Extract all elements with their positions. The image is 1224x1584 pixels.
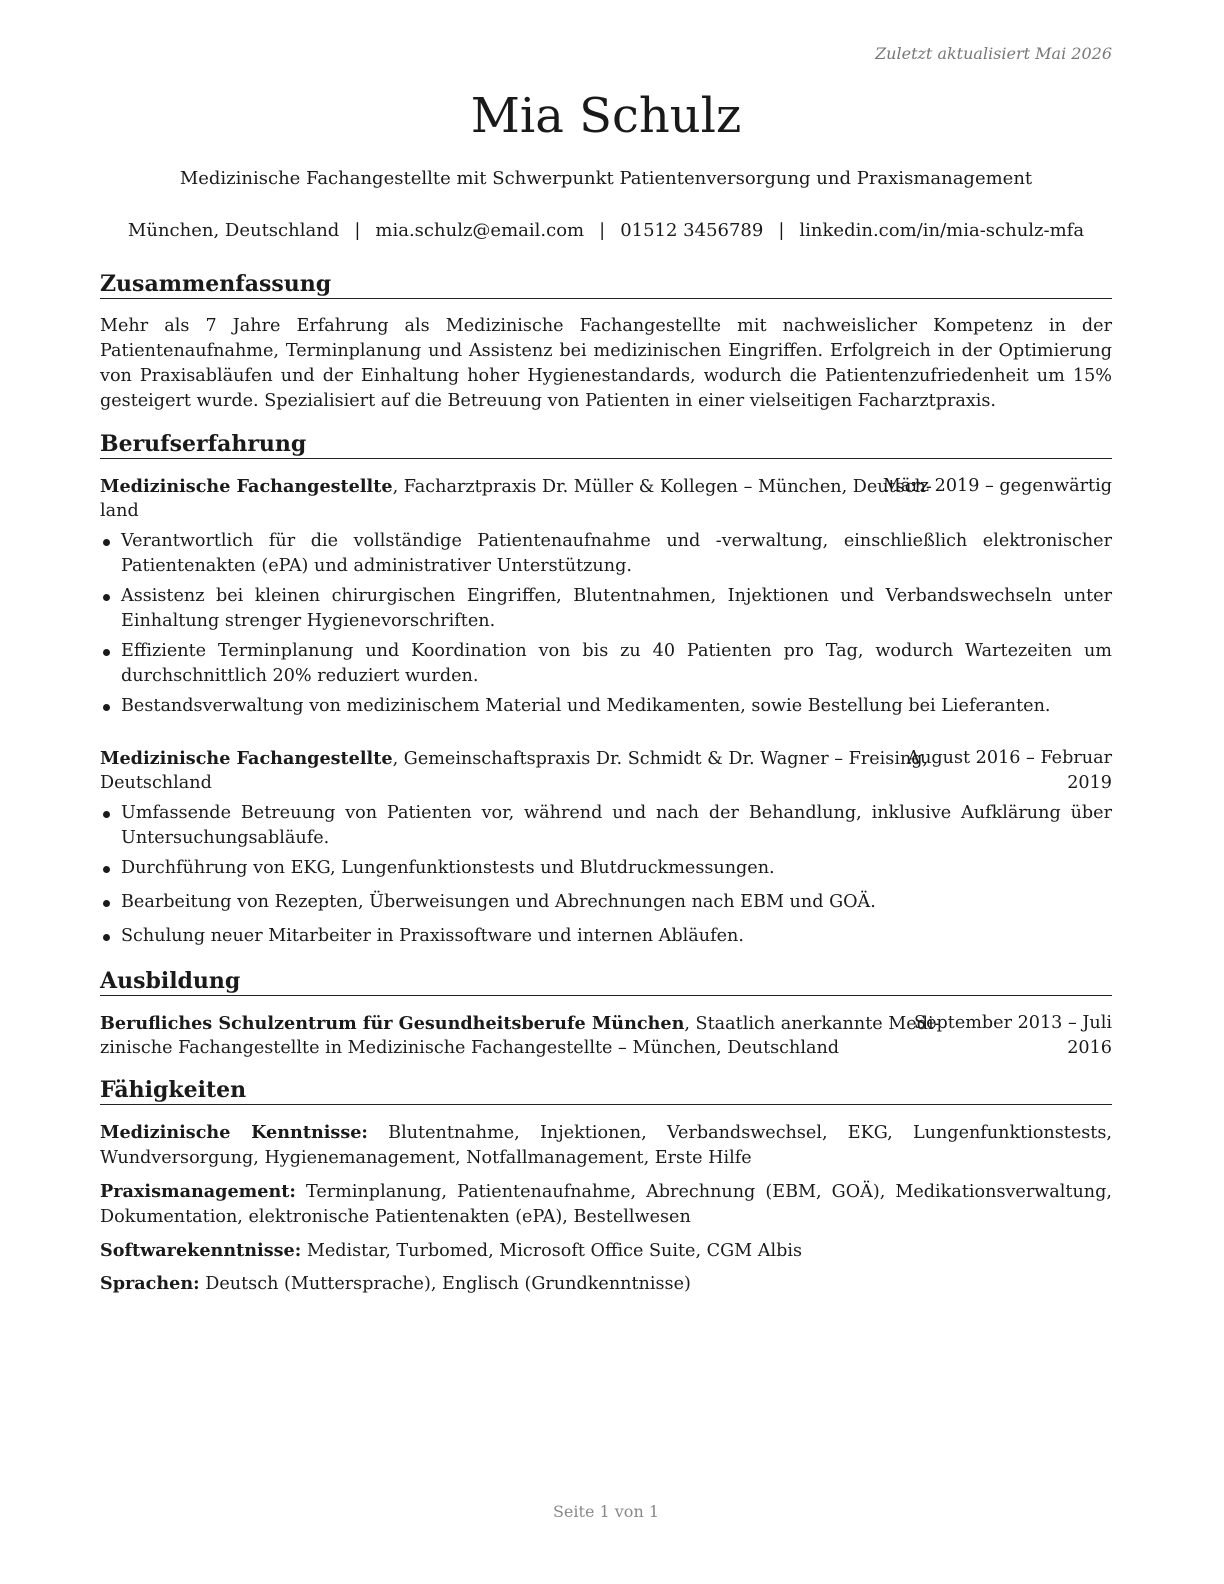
job-header [100,746,1112,796]
job-role: Medizinische Fachangestellte [100,476,393,497]
education-dates-cont: 2016 [1067,1038,1112,1058]
skill-value: Deutsch (Muttersprache), Englisch (Grundkenntnisse) [205,1274,691,1294]
candidate-name: Mia Schulz [470,88,742,144]
skill-value: Terminplanung, Patientenaufnahme, Abrechnung (EBM, GOÄ), Medikationsverwaltung, Dokumentation, elektronische Patientenakten (ePA), Bestellwesen [100,1182,1112,1227]
education-dates: September 2013 – Juli [914,1013,1112,1033]
contact-line [100,219,1112,243]
section-title-experience: Berufserfahrung [100,430,1112,459]
job-title-line [100,474,932,500]
section-title-education: Ausbildung [100,967,1112,996]
skill-row [100,1238,1112,1264]
contact-separator: | [599,220,606,241]
skill-value: Medistar, Turbomed, Microsoft Office Suite, CGM Albis [306,1241,803,1261]
last-updated: Zuletzt aktualisiert Mai 2026 [875,44,1112,63]
job-bullets [100,801,1112,954]
tagline: Medizinische Fachangestellte mit Schwerpunkt Patientenversorgung und Praxismanagement [179,168,1033,189]
section-title-summary: Zusammenfassung [100,270,1112,299]
education-entry [100,1011,1112,1061]
job-employer: , Facharztpraxis Dr. Müller & Kollegen – München, Deutsch- [392,477,932,497]
skill-label: Medizinische Kenntnisse: [100,1122,368,1143]
skill-label: Praxismanagement: [100,1181,296,1202]
contact-separator: | [778,220,785,241]
job-employer: , Gemeinschaftspraxis Dr. Schmidt & Dr. Wagner – Freising, [392,749,929,769]
resume-page [100,0,1112,1584]
job-dates: August 2016 – Februar [907,748,1112,768]
list-item: Assistenz bei kleinen chirurgischen Eingriffen, Blutentnahmen, Injektionen und Verbandswechseln unter Einhaltung strenger Hygienevorschriften. [100,584,1112,634]
education-title-line [100,1011,940,1037]
job-role: Medizinische Fachangestellte [100,748,393,769]
page-number: Seite 1 von 1 [552,1502,660,1521]
list-item: Verantwortlich für die vollständige Patientenaufnahme und -verwaltung, einschließlich elektronischer Patientenakten (ePA) und administrativer Unterstützung. [100,529,1112,579]
list-item: Bearbeitung von Rezepten, Überweisungen und Abrechnungen nach EBM und GOÄ. [100,890,1112,915]
list-item: Bestandsverwaltung von medizinischem Material und Medikamenten, sowie Bestellung bei Lieferanten. [100,694,1112,719]
contact-location: München, Deutschland [127,220,340,241]
list-item: Schulung neuer Mitarbeiter in Praxissoftware und internen Abläufen. [100,924,1112,949]
skill-row [100,1120,1112,1171]
job-dates: März 2019 – gegenwärtig [882,476,1112,496]
list-item: Durchführung von EKG, Lungenfunktionstests und Blutdruckmessungen. [100,856,1112,881]
contact-phone: 01512 3456789 [620,220,764,241]
section-title-skills: Fähigkeiten [100,1076,1112,1105]
contact-separator: | [354,220,361,241]
contact-email[interactable]: mia.schulz@email.com [375,220,585,241]
job-dates-cont: 2019 [1067,773,1112,793]
skill-value: Blutentnahme, Injektionen, Verbandswechsel, EKG, Lungenfunktionstests, Wundversorgung, Hygienemanagement, Notfallmanagement, Erste Hilfe [100,1123,1112,1168]
job-bullets [100,529,1112,724]
skill-row [100,1271,1112,1297]
skill-label: Softwarekenntnisse: [100,1240,302,1261]
job-title-line [100,746,928,772]
education-school: Berufliches Schulzentrum für Gesundheitsberufe München [100,1013,685,1034]
list-item: Umfassende Betreuung von Patienten vor, während und nach der Behandlung, inklusive Aufklärung über Untersuchungsabläufe. [100,801,1112,851]
skill-row [100,1179,1112,1230]
summary-text: Mehr als 7 Jahre Erfahrung als Medizinische Fachangestellte mit nachweislicher Kompetenz in der Patientenaufnahme, Terminplanung und Assistenz bei medizinischen Eingriffen. Erfolgreich in der Optimierung von Praxisabläufen und der Einhaltung hoher Hygienestandards, wodurch die Patientenzufriedenheit um 15% gesteigert wurde. Spezialisiert auf die Betreuung von Patienten in einer vielseitigen Facharztpraxis. [100,316,1112,411]
list-item: Effiziente Terminplanung und Koordination von bis zu 40 Patienten pro Tag, wodurch Wartezeiten um durchschnittlich 20% reduziert wurden. [100,639,1112,689]
education-detail-cont: zinische Fachangestellte in Medizinische Fachangestellte – München, Deutschland [100,1038,840,1058]
job-header [100,474,1112,524]
education-detail: , Staatlich anerkannte Medi- [684,1014,940,1034]
job-employer-cont: Deutschland [100,773,212,793]
job-employer-cont: land [100,501,139,521]
skill-label: Sprachen: [100,1273,200,1294]
contact-linkedin[interactable]: linkedin.com/in/mia-schulz-mfa [799,220,1085,241]
